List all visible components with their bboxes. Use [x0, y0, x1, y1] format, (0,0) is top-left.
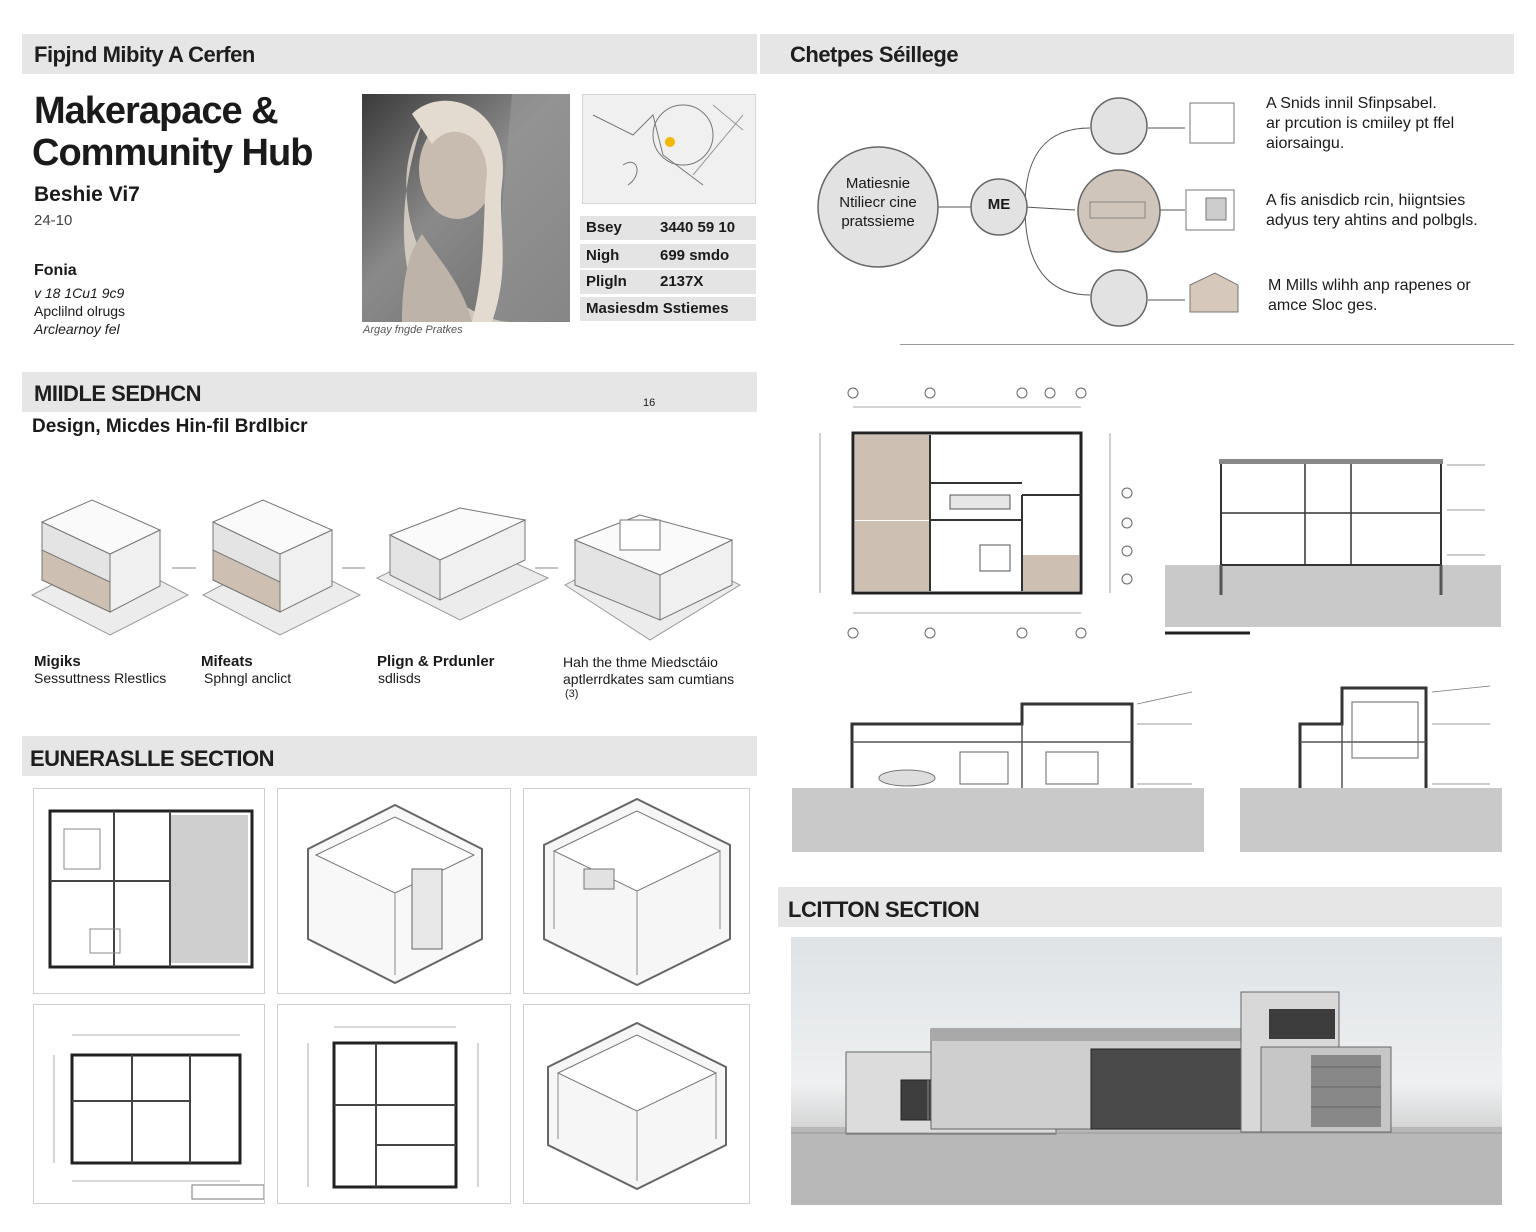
branch-node [1091, 270, 1147, 326]
portrait-photo [362, 94, 570, 322]
plan-panel [33, 1004, 265, 1204]
axo-panel [523, 788, 750, 994]
spec-value: 2137X [660, 273, 704, 290]
project-meta-2: Apclilnd olrugs [34, 303, 126, 319]
axo-panel [277, 788, 511, 994]
concept-desc-2a: A fis anisdicb rcin, hiigntsies [1266, 192, 1466, 209]
spec-value: 3440 59 10 [660, 219, 736, 236]
building-section-3 [1240, 684, 1510, 854]
concept-desc-1c: aiorsaingu. [1266, 135, 1345, 152]
massing-diagrams [20, 490, 760, 660]
right-header-title: Chetpes Séillege [790, 42, 959, 67]
middle-section-subtitle: Design, Micdes Hin-fil Brdlbicr [32, 416, 308, 437]
step-sub-4: aptlerrdkates sam cumtians [563, 671, 735, 687]
axo-panel [523, 1004, 750, 1204]
step-title-3: Plign & Prdunler [377, 653, 495, 670]
spec-label: Pligln [586, 273, 627, 290]
project-date: 24-10 [34, 212, 73, 229]
building-section-2 [792, 684, 1212, 854]
photo-caption: Argay fngde Pratkes [363, 324, 463, 336]
plan-panel [277, 1004, 511, 1204]
concept-desc-2b: adyus tery ahtins and polbgls. [1266, 212, 1478, 229]
project-meta-1: v 18 1Cu1 9c9 [34, 285, 125, 301]
floor-plan [800, 385, 1140, 645]
step-sub-4b: (3) [565, 688, 579, 700]
step-sub-2: Sphngl anclict [204, 670, 292, 686]
plan-panel [33, 788, 265, 994]
project-title-line1: Makerapace & [34, 90, 278, 132]
divider [900, 344, 1514, 345]
spec-label: Nigh [586, 247, 620, 264]
branch-node [1091, 98, 1147, 154]
building-section-1 [1165, 455, 1505, 635]
left-header-title: Fipjnd Mibity A Cerfen [34, 42, 255, 67]
elevation-render [791, 937, 1502, 1205]
elevation-section-header: LCITTON SECTION [788, 897, 980, 922]
step-title-2: Mifeats [201, 653, 253, 670]
middle-section-header: MIIDLE SEDHCN [34, 381, 202, 406]
step-title-1: Migiks [34, 653, 81, 670]
spec-footer: Masiesdm Sstiemes [580, 297, 756, 321]
step-sub-1: Sessuttness Rlestlics [34, 670, 167, 686]
site-sketch [582, 94, 756, 204]
project-author: Beshie Vi7 [34, 183, 140, 206]
project-title-line2: Community Hub [32, 132, 313, 174]
project-meta-3: Arclearnoy fel [34, 321, 120, 337]
center-node-line2: Ntiliecr cine [839, 194, 917, 211]
step-title-4: Hah the thme Miedsctáio [563, 654, 718, 670]
project-section-label: Fonia [34, 262, 77, 279]
concept-desc-1a: A Snids innil Sfinpsabel. [1266, 95, 1437, 112]
lower-section-header: EUNERASLLE SECTION [30, 746, 275, 771]
step-sub-3: sdlisds [378, 670, 421, 686]
hub-node-label: ME [987, 196, 1011, 213]
center-node-line1: Matiesnie [845, 175, 911, 192]
spec-label: Bsey [586, 219, 622, 236]
concept-desc-3a: M Mills wlihh anp rapenes or [1268, 277, 1471, 294]
spec-row [580, 244, 756, 268]
spec-row [580, 270, 756, 294]
concept-desc-1b: ar prcution is cmiiley pt ffel [1266, 115, 1455, 132]
spec-row [580, 216, 756, 240]
middle-section-number: 16 [643, 397, 656, 409]
center-node-line3: pratssieme [841, 213, 915, 230]
concept-desc-3b: amce Sloc ges. [1268, 297, 1378, 314]
spec-value: 699 smdo [660, 247, 730, 264]
